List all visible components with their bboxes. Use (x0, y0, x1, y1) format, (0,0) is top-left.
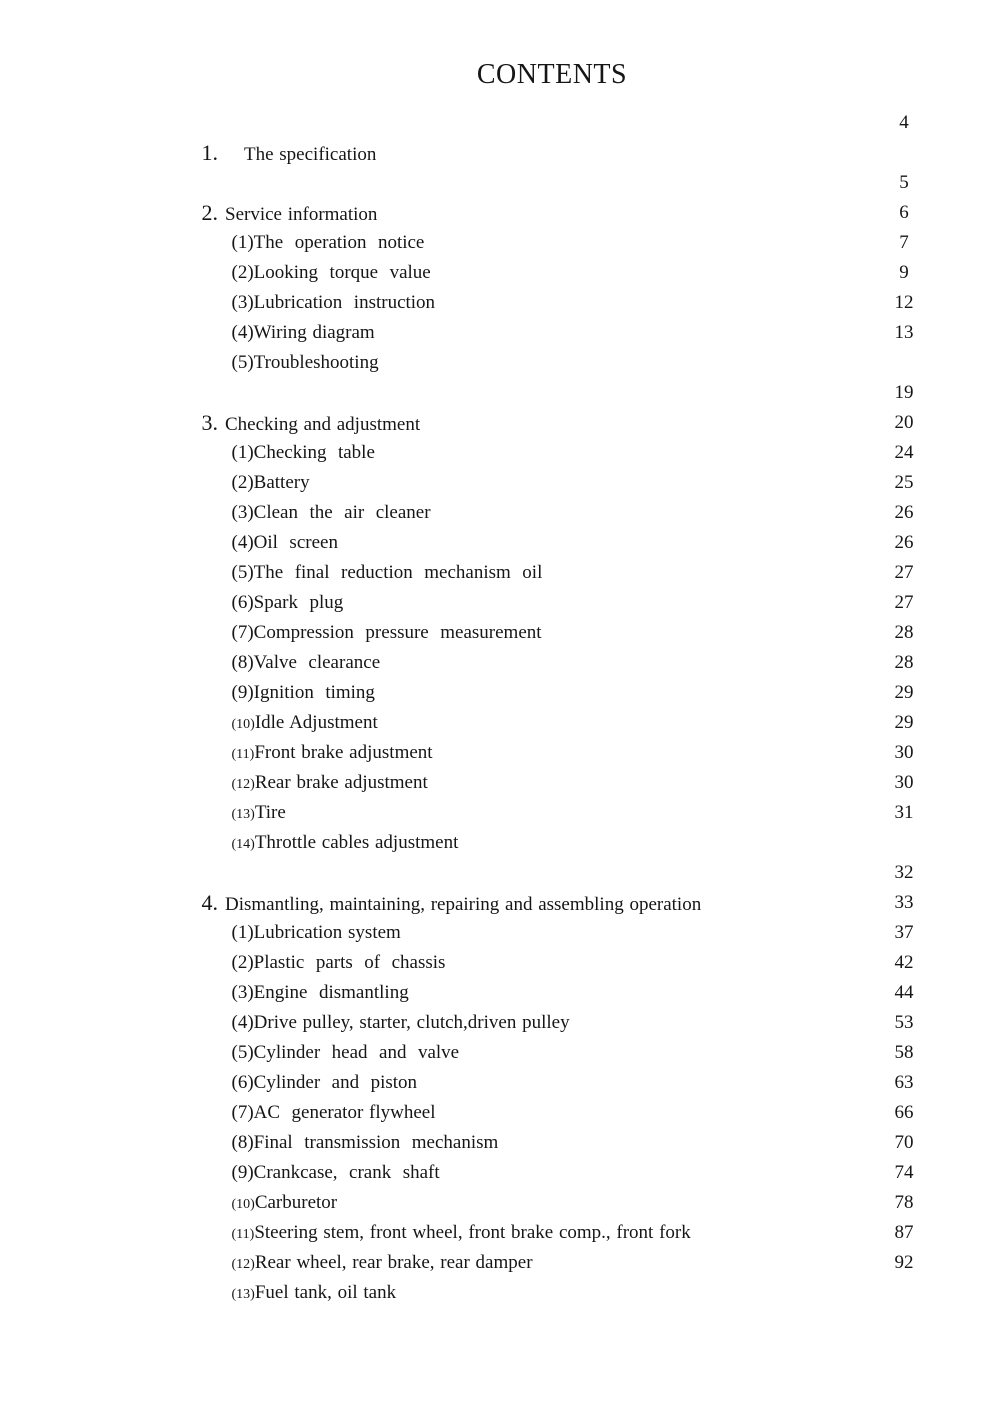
toc-entry-text (201, 140, 377, 165)
item-number: (5) (231, 562, 254, 583)
toc-entry-text (232, 832, 459, 853)
item-label: Engine dismantling (253, 982, 409, 1003)
item-label: Clean the air cleaner (253, 502, 431, 523)
item-number: (9) (231, 1162, 254, 1183)
item-label: Checking table (253, 442, 375, 463)
toc-item (167, 498, 916, 553)
item-number: (13) (231, 1287, 255, 1302)
page-number: 74 (894, 1162, 914, 1183)
page-number: 31 (894, 802, 914, 823)
page-number: 32 (894, 862, 914, 883)
page-number: 19 (894, 382, 914, 403)
page-number: 24 (894, 442, 914, 463)
item-label: Plastic parts of chassis (253, 952, 446, 973)
item-number: (4) (231, 322, 254, 343)
page-number: 30 (894, 772, 914, 793)
page-number: 87 (894, 1222, 914, 1243)
section-title: Dismantling, maintaining, repairing and assembling operation (225, 894, 702, 915)
item-label: Compression pressure measurement (253, 622, 542, 643)
item-label: Lubrication system (253, 922, 401, 943)
item-number: (9) (231, 682, 254, 703)
item-label: Final transmission mechanism (253, 1132, 499, 1153)
item-label: Wiring diagram (253, 322, 375, 343)
item-label: Steering stem, front wheel, front brake comp., front fork (254, 1222, 691, 1243)
item-number: (2) (231, 952, 254, 973)
section-title: The specification (244, 144, 377, 165)
page-number: 53 (894, 1012, 914, 1033)
item-number: (6) (231, 592, 254, 613)
item-number: (11) (231, 1227, 255, 1242)
section-number: 3. (201, 410, 218, 435)
item-label: Fuel tank, oil tank (254, 1282, 397, 1303)
page-number: 26 (894, 502, 914, 523)
item-number: (10) (231, 717, 255, 732)
item-number: (2) (231, 472, 254, 493)
page-number: 29 (894, 682, 914, 703)
item-label: Drive pulley, starter, clutch,driven pulley (253, 1012, 570, 1033)
item-number: (5) (231, 1042, 254, 1063)
page-number: 37 (894, 922, 914, 943)
item-number: (3) (231, 502, 254, 523)
toc-item (167, 798, 916, 853)
item-label: Idle Adjustment (254, 712, 378, 733)
item-label: Front brake adjustment (254, 742, 433, 763)
item-number: (8) (231, 652, 254, 673)
item-label: Ignition timing (253, 682, 375, 703)
item-label: Oil screen (253, 532, 338, 553)
item-label: Valve clearance (253, 652, 381, 673)
toc-item (167, 558, 916, 613)
section-title: Service information (225, 204, 378, 225)
page-number: 4 (899, 112, 909, 133)
table-of-contents (167, 108, 916, 1303)
item-number: (3) (231, 982, 254, 1003)
page-number: 12 (894, 292, 914, 313)
page-number: 63 (894, 1072, 914, 1093)
item-number: (4) (231, 1012, 254, 1033)
item-number: (10) (231, 1197, 255, 1212)
item-number: (13) (231, 807, 255, 822)
item-label: Rear brake adjustment (254, 772, 428, 793)
section-number: 4. (201, 890, 218, 915)
page-number: 5 (899, 172, 909, 193)
toc-item (167, 198, 916, 253)
page-number: 27 (894, 562, 914, 583)
page-number: 26 (894, 532, 914, 553)
toc-item (167, 228, 916, 283)
toc-item (167, 738, 916, 793)
page-number: 13 (894, 322, 914, 343)
toc-section-specification (167, 108, 916, 165)
item-label: Rear wheel, rear brake, rear damper (254, 1252, 533, 1273)
item-label: Lubrication instruction (253, 292, 436, 313)
item-label: The operation notice (253, 232, 425, 253)
page-number: 27 (894, 592, 914, 613)
page-number: 29 (894, 712, 914, 733)
section-number: 2. (201, 200, 218, 225)
toc-item (167, 1248, 916, 1303)
item-number: (1) (231, 922, 254, 943)
page-number: 58 (894, 1042, 914, 1063)
item-label: Crankcase, crank shaft (253, 1162, 440, 1183)
item-number: (2) (231, 262, 254, 283)
item-number: (12) (231, 1257, 255, 1272)
item-number: (4) (231, 532, 254, 553)
toc-section-service-information (167, 168, 916, 225)
toc-item (167, 318, 916, 373)
section-title: Checking and adjustment (225, 414, 421, 435)
item-label: Battery (253, 472, 310, 493)
item-number: (12) (231, 777, 255, 792)
page-number: 25 (894, 472, 914, 493)
page-number: 7 (899, 232, 909, 253)
item-label: Carburetor (254, 1192, 338, 1213)
toc-item (167, 618, 916, 673)
item-number: (14) (231, 837, 255, 852)
item-label: Cylinder head and valve (253, 1042, 460, 1063)
item-number: (3) (231, 292, 254, 313)
item-label: AC generator flywheel (253, 1102, 436, 1123)
toc-entry-text (232, 352, 379, 373)
page-number: 9 (899, 262, 909, 283)
page-number: 28 (894, 622, 914, 643)
item-label: The final reduction mechanism oil (253, 562, 543, 583)
item-label: Throttle cables adjustment (254, 832, 459, 853)
toc-entry-text (232, 1282, 397, 1303)
page-number: 92 (894, 1252, 914, 1273)
item-label: Troubleshooting (253, 352, 379, 373)
item-number: (1) (231, 232, 254, 253)
page-number: 28 (894, 652, 914, 673)
item-number: (7) (231, 1102, 254, 1123)
item-label: Spark plug (253, 592, 344, 613)
page-number: 6 (899, 202, 909, 223)
item-number: (5) (231, 352, 254, 373)
page-number: 42 (894, 952, 914, 973)
toc-item (167, 678, 916, 733)
item-number: (7) (231, 622, 254, 643)
item-number: (6) (231, 1072, 254, 1093)
page-number: 66 (894, 1102, 914, 1123)
item-number: (1) (231, 442, 254, 463)
page-number: 30 (894, 742, 914, 763)
page-number: 78 (894, 1192, 914, 1213)
page-number: 44 (894, 982, 914, 1003)
page-number: 33 (894, 892, 914, 913)
item-label: Cylinder and piston (253, 1072, 418, 1093)
page-title: CONTENTS (476, 59, 628, 90)
section-number: 1. (201, 140, 218, 165)
item-number: (8) (231, 1132, 254, 1153)
page-number: 70 (894, 1132, 914, 1153)
item-label: Tire (254, 802, 286, 823)
item-number: (11) (231, 747, 255, 762)
page-number: 20 (894, 412, 914, 433)
item-label: Looking torque value (253, 262, 431, 283)
